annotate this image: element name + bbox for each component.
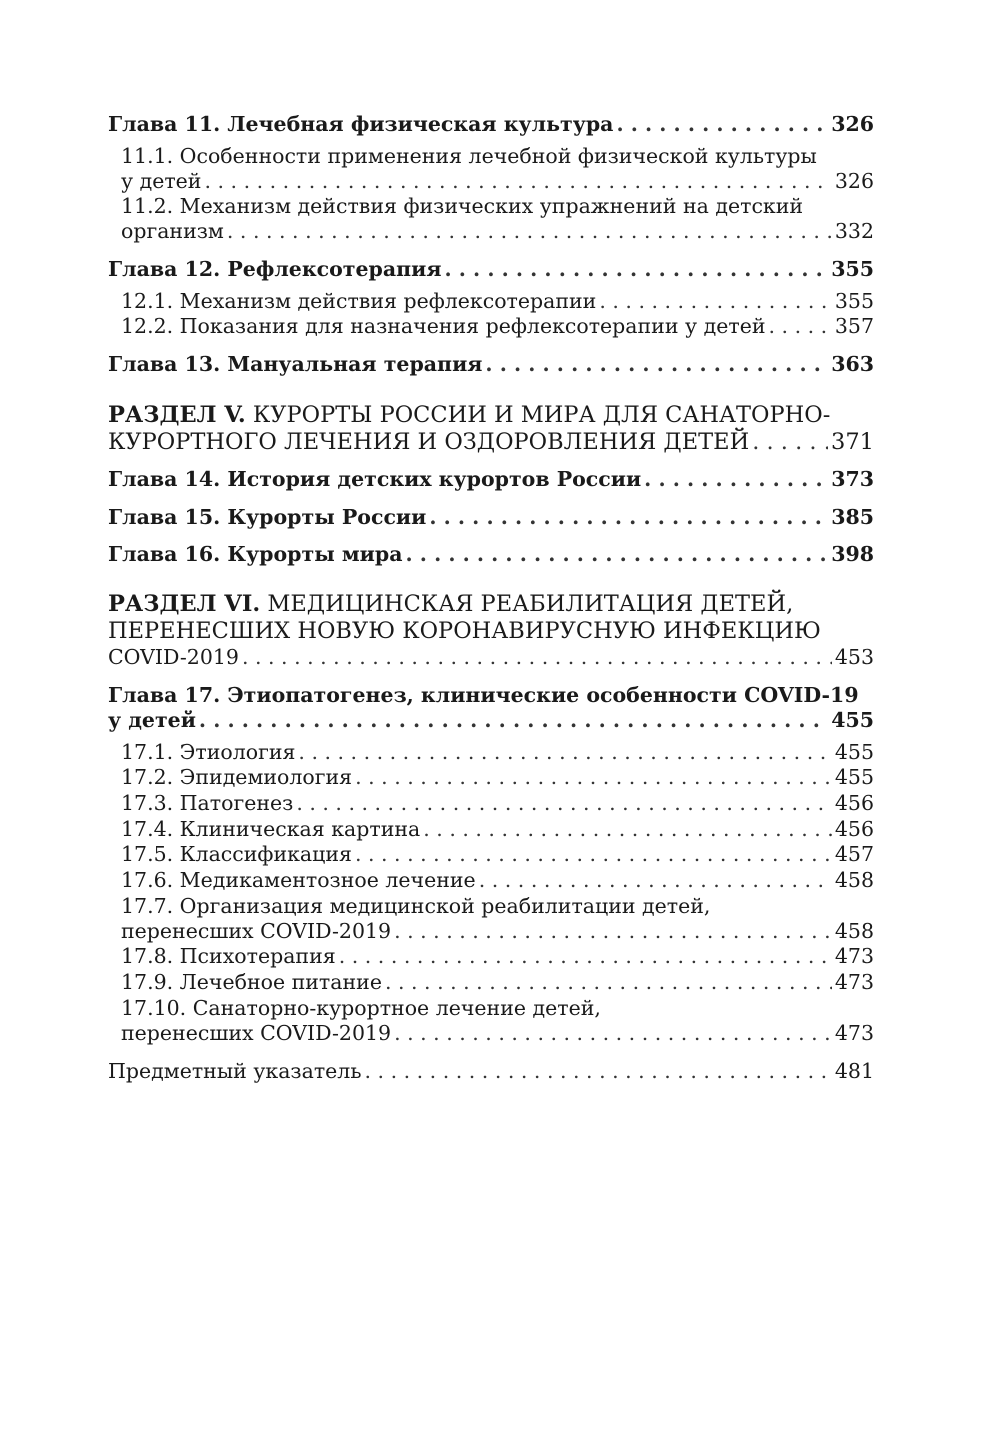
page-number: 355 xyxy=(831,257,874,281)
dot-leader xyxy=(339,944,832,968)
part-label: РАЗДЕЛ V. xyxy=(108,402,246,428)
toc-part-6[interactable] xyxy=(108,645,874,669)
page-number: 481 xyxy=(834,1059,874,1083)
section-title-cont: перенесших COVID-2019 xyxy=(121,919,392,943)
toc-section-17-4[interactable] xyxy=(121,817,874,841)
toc-subject-index[interactable] xyxy=(108,1059,874,1083)
section-title-cont: перенесших COVID-2019 xyxy=(121,1021,392,1045)
dot-leader xyxy=(394,1021,832,1045)
chapter-label: Глава 13. xyxy=(108,352,221,376)
chapter-label: Глава 12. xyxy=(108,257,221,281)
dot-leader xyxy=(752,429,828,455)
dot-leader xyxy=(296,791,832,815)
section-title: 17.7. Организация медицинской реабилитации детей, xyxy=(121,894,711,918)
section-title: 17.10. Санаторно-курортное лечение детей, xyxy=(121,996,601,1020)
page-number: 385 xyxy=(831,505,874,529)
toc-part-6-line2 xyxy=(108,618,874,644)
page-number: 326 xyxy=(834,169,874,193)
page-number: 458 xyxy=(834,919,874,943)
chapter-title: Мануальная терапия xyxy=(227,352,483,376)
part-label: РАЗДЕЛ VI. xyxy=(108,591,261,617)
page-number: 456 xyxy=(834,817,874,841)
toc-chapter-16[interactable] xyxy=(108,542,874,566)
toc-section-17-10-line1 xyxy=(121,996,874,1020)
page-number: 456 xyxy=(834,791,874,815)
toc-section-17-3[interactable] xyxy=(121,791,874,815)
page-number: 457 xyxy=(834,842,874,866)
toc-chapter-12[interactable] xyxy=(108,257,874,281)
toc-section-17-6[interactable] xyxy=(121,868,874,892)
toc-section-17-9[interactable] xyxy=(121,970,874,994)
page-number: 363 xyxy=(831,352,874,376)
dot-leader xyxy=(365,1059,832,1083)
section-title: 17.1. Этиология xyxy=(121,740,296,764)
dot-leader xyxy=(479,868,832,892)
dot-leader xyxy=(406,542,829,566)
toc-section-11-2[interactable] xyxy=(121,219,874,243)
toc-part-6-line1 xyxy=(108,591,874,617)
toc-chapter-13[interactable] xyxy=(108,352,874,376)
toc-section-11-1[interactable] xyxy=(121,169,874,193)
page-number: 453 xyxy=(834,645,874,669)
page-number: 473 xyxy=(834,970,874,994)
dot-leader xyxy=(485,352,828,376)
dot-leader xyxy=(227,219,832,243)
section-title: 17.6. Медикаментозное лечение xyxy=(121,868,476,892)
part-title-cont: КУРОРТНОГО ЛЕЧЕНИЯ И ОЗДОРОВЛЕНИЯ ДЕТЕЙ xyxy=(108,429,750,455)
toc-section-12-1[interactable] xyxy=(121,289,874,313)
toc-section-11-2-line1 xyxy=(121,194,874,218)
chapter-title: Этиопатогенез, клинические особенности COVID-19 xyxy=(227,683,859,707)
page-number: 371 xyxy=(831,429,874,455)
page-number: 455 xyxy=(831,708,874,732)
toc-chapter-11[interactable] xyxy=(108,112,874,136)
toc-section-17-2[interactable] xyxy=(121,765,874,789)
page-number: 332 xyxy=(834,219,874,243)
page-number: 373 xyxy=(831,467,874,491)
dot-leader xyxy=(429,505,828,529)
part-title-cont: COVID-2019 xyxy=(108,645,239,669)
chapter-title: Рефлексотерапия xyxy=(227,257,442,281)
toc-section-17-8[interactable] xyxy=(121,944,874,968)
part-title-cont: ПЕРЕНЕСШИХ НОВУЮ КОРОНАВИРУСНУЮ ИНФЕКЦИЮ xyxy=(108,618,821,644)
dot-leader xyxy=(298,740,831,764)
part-title: КУРОРТЫ РОССИИ И МИРА ДЛЯ САНАТОРНО- xyxy=(252,402,831,428)
part-title: МЕДИЦИНСКАЯ РЕАБИЛИТАЦИЯ ДЕТЕЙ, xyxy=(267,591,794,617)
section-title-cont: у детей xyxy=(121,169,202,193)
chapter-label: Глава 15. xyxy=(108,505,221,529)
section-title: 17.2. Эпидемиология xyxy=(121,765,353,789)
section-title: 11.2. Механизм действия физических упражнений на детский xyxy=(121,194,804,218)
toc-part-5[interactable] xyxy=(108,429,874,455)
page-number: 355 xyxy=(834,289,874,313)
dot-leader xyxy=(385,970,832,994)
toc-section-17-7[interactable] xyxy=(121,919,874,943)
dot-leader xyxy=(445,257,829,281)
page-number: 326 xyxy=(831,112,874,136)
page-number: 455 xyxy=(834,740,874,764)
page-number: 357 xyxy=(834,314,874,338)
page-number: 473 xyxy=(834,1021,874,1045)
section-title: 17.4. Клиническая картина xyxy=(121,817,421,841)
dot-leader xyxy=(644,467,828,491)
page-number: 455 xyxy=(834,765,874,789)
chapter-title: Курорты мира xyxy=(227,542,403,566)
toc-section-17-1[interactable] xyxy=(121,740,874,764)
chapter-title: Курорты России xyxy=(227,505,427,529)
section-title: 12.1. Механизм действия рефлексотерапии xyxy=(121,289,597,313)
chapter-title-cont: у детей xyxy=(108,708,196,732)
dot-leader xyxy=(204,169,831,193)
toc-section-11-1-line1 xyxy=(121,144,874,168)
section-title: 11.1. Особенности применения лечебной физической культуры xyxy=(121,144,817,168)
section-title: 17.3. Патогенез xyxy=(121,791,294,815)
section-title: 17.5. Классификация xyxy=(121,842,352,866)
toc-section-17-10[interactable] xyxy=(121,1021,874,1045)
dot-leader xyxy=(769,314,832,338)
toc-chapter-17[interactable] xyxy=(108,708,874,732)
index-title: Предметный указатель xyxy=(108,1059,362,1083)
section-title: 12.2. Показания для назначения рефлексотерапии у детей xyxy=(121,314,766,338)
dot-leader xyxy=(616,112,828,136)
toc-section-17-5[interactable] xyxy=(121,842,874,866)
chapter-title: Лечебная физическая культура xyxy=(227,112,614,136)
dot-leader xyxy=(355,842,832,866)
dot-leader xyxy=(599,289,832,313)
toc-chapter-14[interactable] xyxy=(108,467,874,491)
toc-chapter-15[interactable] xyxy=(108,505,874,529)
chapter-label: Глава 14. xyxy=(108,467,221,491)
chapter-label: Глава 16. xyxy=(108,542,221,566)
page-number: 473 xyxy=(834,944,874,968)
toc-chapter-17-line1 xyxy=(108,683,874,707)
page-number: 458 xyxy=(834,868,874,892)
dot-leader xyxy=(394,919,832,943)
dot-leader xyxy=(242,645,832,669)
toc-section-12-2[interactable] xyxy=(121,314,874,338)
chapter-label: Глава 17. xyxy=(108,683,221,707)
dot-leader xyxy=(199,708,828,732)
page-number: 398 xyxy=(831,542,874,566)
toc-part-5-line1 xyxy=(108,402,874,428)
section-title: 17.8. Психотерапия xyxy=(121,944,336,968)
dot-leader xyxy=(423,817,832,841)
dot-leader xyxy=(355,765,832,789)
chapter-label: Глава 11. xyxy=(108,112,221,136)
toc-section-17-7-line1 xyxy=(121,894,874,918)
section-title-cont: организм xyxy=(121,219,224,243)
chapter-title: История детских курортов России xyxy=(227,467,642,491)
section-title: 17.9. Лечебное питание xyxy=(121,970,382,994)
